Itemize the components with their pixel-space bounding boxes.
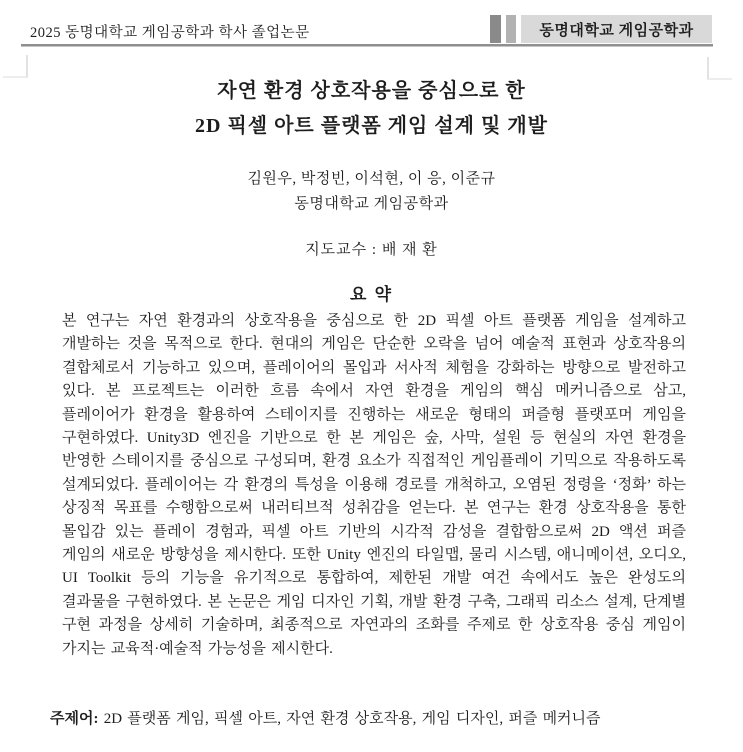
affiliation-line: 동명대학교 게임공학과 (294, 196, 449, 212)
badge-bar-light (506, 15, 516, 43)
paper-title-line-1: 자연 환경 상호작용을 중심으로 한 (217, 80, 526, 102)
paper-title (0, 74, 743, 144)
abstract-heading: 요 약 (349, 285, 394, 304)
keywords-line (50, 707, 695, 728)
keywords-label: 주제어: (50, 711, 99, 727)
abstract-body: 본 연구는 자연 환경과의 상호작용을 중심으로 한 2D 픽셀 아트 플랫폼 게임을 설계하고 개발하는 것을 목적으로 한다. 현대의 게임은 단순한 오락을 넘어 예술적 표현과 상호작용의 결합체로서 기능하고 있으며, 플레이어의 몰입과 서사적 체험을 강화하는 방향으로 발전하고 있다. 본 프로젝트는 이러한 흐름 속에서 자연 환경을 게임의 핵심 메커니즘으로 삼고, 플레이어가 환경을 활용하여 스테이지를 진행하는 새로운 형태의 퍼즐형 플랫포머 게임을 구현하였다. Unity3D 엔진을 기반으로 한 본 게임은 숲, 사막, 설원 등 현실의 자연 환경을 반영한 스테이지를 중심으로 구성되며, 환경 요소가 직접적인 게임플레이 기믹으로 작용하도록 설계되었다. 플레이어는 각 환경의 특성을 이용해 경로를 개척하고, 오염된 정령을 ‘정화’ 하는 상징적 목표를 수행함으로써 내러티브적 성취감을 얻는다. 본 연구는 환경 상호작용을 통한 몰입감 있는 플레이 경험과, 픽셀 아트 기반의 시각적 감성을 결합함으로써 2D 액션 퍼즐 게임의 새로운 방향성을 제시한다. 또한 Unity 엔진의 타일맵, 물리 시스템, 애니메이션, 오디오, UI Toolkit 등의 기능을 유기적으로 통합하여, 제한된 개발 여건 속에서도 높은 완성도의 결과물을 구현하였다. 본 논문은 게임 디자인 기획, 개발 환경 구축, 그래픽 리소스 설계, 단계별 구현 과정을 상세히 기술하며, 최종적으로 자연과의 조화를 주제로 한 상호작용 중심 게임이 가지는 교육적·예술적 가능성을 제시한다. (62, 313, 686, 657)
badge-bar-dark (490, 15, 501, 43)
header-left-text: 2025 동명대학교 게임공학과 학사 졸업논문 (30, 25, 310, 41)
keywords-text: 2D 플랫폼 게임, 픽셀 아트, 자연 환경 상호작용, 게임 디자인, 퍼즐 메커니즘 (98, 711, 601, 727)
paper-title-line-2: 2D 픽셀 아트 플랫폼 게임 설계 및 개발 (195, 115, 548, 137)
department-badge (521, 15, 712, 43)
advisor-line: 지도교수 : 배 재 환 (305, 242, 438, 258)
authors-line: 김원우, 박정빈, 이석현, 이 응, 이준규 (247, 171, 496, 187)
header-rule (21, 44, 713, 47)
department-badge-label: 동명대학교 게임공학과 (539, 22, 694, 39)
